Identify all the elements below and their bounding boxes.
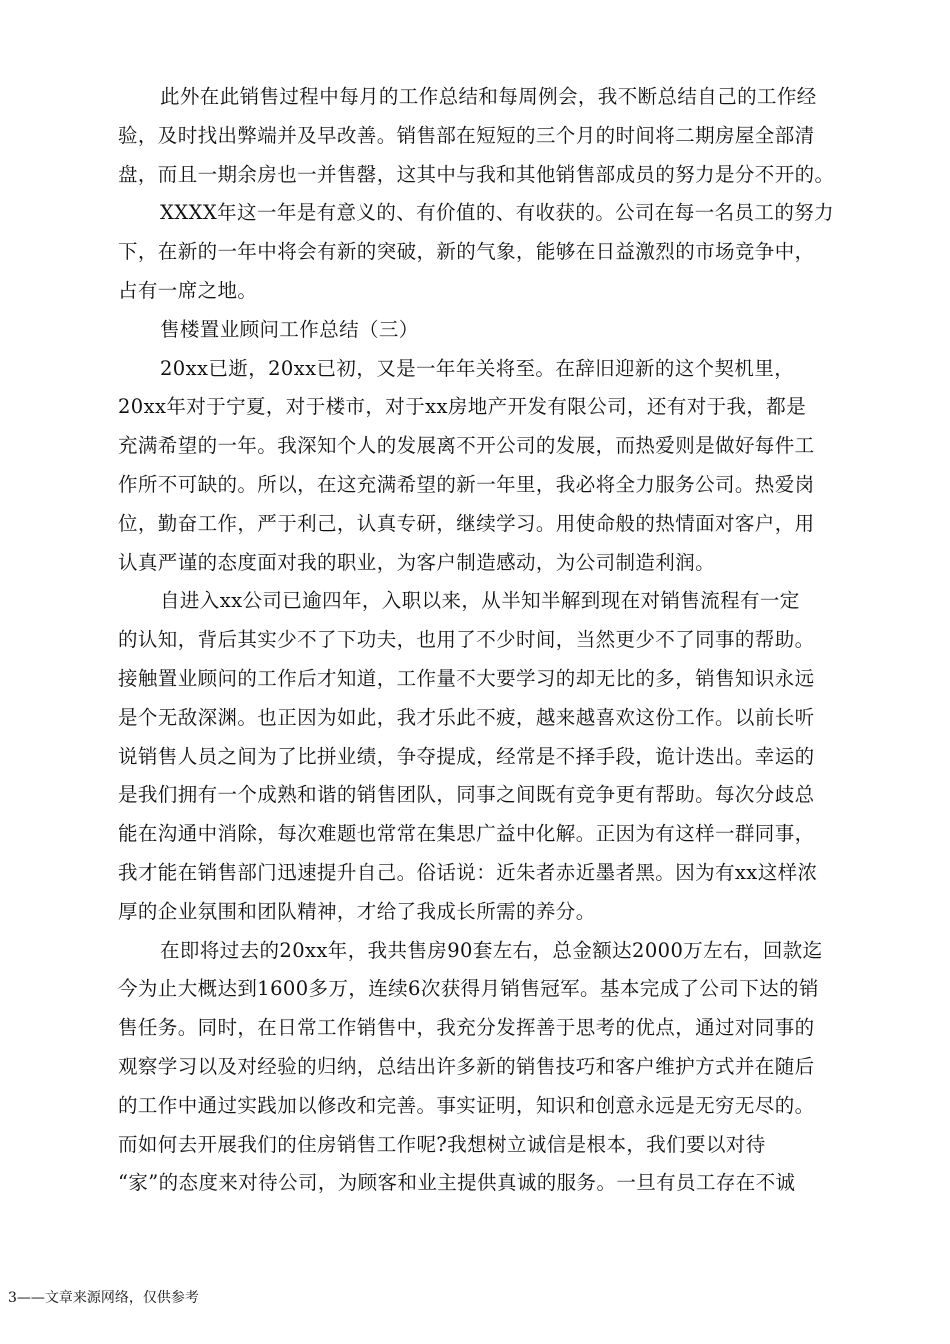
text-line: 下，在新的一年中将会有新的突破，新的气象，能够在日益激烈的市场竞争中， [118,240,815,264]
text-line: 是我们拥有一个成熟和谐的销售团队，同事之间既有竞争更有帮助。每次分歧总 [118,783,815,807]
section-heading [118,311,838,350]
text-line: 说销售人员之间为了比拼业绩，争夺提成，经常是不择手段，诡计迭出。幸运的 [118,744,815,768]
text-line: 占有一席之地。 [118,278,258,302]
text-line: 作所不可缺的。所以，在这充满希望的新一年里，我必将全力服务公司。热爱岗 [118,472,815,496]
text-line: 认真严谨的态度面对我的职业，为客户制造感动，为公司制造利润。 [118,550,716,574]
text-line: 自进入xx公司已逾四年，入职以来，从半知半解到现在对销售流程有一定 [160,589,800,613]
paragraph [118,350,838,583]
text-line: XXXX年这一年是有意义的、有价值的、有收获的。公司在每一名员工的努力 [160,201,835,225]
text-line: 我才能在销售部门迅速提升自己。俗话说：近朱者赤近墨者黑。因为有xx这样浓 [118,860,818,884]
paragraph [118,78,838,194]
text-line: 是个无敌深渊。也正因为如此，我才乐此不疲，越来越喜欢这份工作。以前长听 [118,705,815,729]
text-line: 而如何去开展我们的住房销售工作呢?我想树立诚信是根本，我们要以对待 [118,1132,766,1156]
text-line: 20xx已逝，20xx已初，又是一年年关将至。在辞旧迎新的这个契机里， [160,356,795,380]
text-line: 在即将过去的20xx年，我共售房90套左右，总金额达2000万左右，回款迄 [160,938,823,962]
text-line: 接触置业顾问的工作后才知道，工作量不大要学习的却无比的多，销售知识永远 [118,666,815,690]
text-line: 此外在此销售过程中每月的工作总结和每周例会，我不断总结自己的工作经 [160,85,817,108]
text-line: 盘，而且一期余房也一并售罄，这其中与我和其他销售部成员的努力是分不开的。 [118,162,835,186]
paragraph [118,582,838,931]
text-line: “家”的态度来对待公司，为顾客和业主提供真诚的服务。一旦有员工存在不诚 [118,1171,796,1195]
text-line: 验，及时找出弊端并及早改善。销售部在短短的三个月的时间将二期房屋全部清 [118,123,815,147]
text-line: 的认知，背后其实少不了下功夫，也用了不少时间，当然更少不了同事的帮助。 [118,628,815,652]
heading-text: 售楼置业顾问工作总结（三） [160,317,419,341]
text-line: 20xx年对于宁夏，对于楼市，对于xx房地产开发有限公司，还有对于我，都是 [118,395,807,419]
text-line: 充满希望的一年。我深知个人的发展离不开公司的发展，而热爱则是做好每件工 [118,434,815,458]
text-line: 观察学习以及对经验的归纳，总结出许多新的销售技巧和客户维护方式并在随后 [118,1054,815,1078]
paragraph [118,194,838,310]
text-line: 售任务。同时，在日常工作销售中，我充分发挥善于思考的优点，通过对同事的 [118,1016,815,1040]
text-line: 位，勤奋工作，严于利己，认真专研，继续学习。用使命般的热情面对客户，用 [118,511,815,535]
document-body [118,78,838,1203]
text-line: 今为止大概达到1600多万，连续6次获得月销售冠军。基本完成了公司下达的销 [118,977,819,1001]
text-line: 的工作中通过实践加以修改和完善。事实证明，知识和创意永远是无穷无尽的。 [118,1093,815,1117]
paragraph [118,932,838,1204]
page-footer: 3——文章来源网络，仅供参考 [8,1290,199,1306]
text-line: 能在沟通中消除，每次难题也常常在集思广益中化解。正因为有这样一群同事， [118,822,815,846]
text-line: 厚的企业氛围和团队精神，才给了我成长所需的养分。 [118,899,596,923]
